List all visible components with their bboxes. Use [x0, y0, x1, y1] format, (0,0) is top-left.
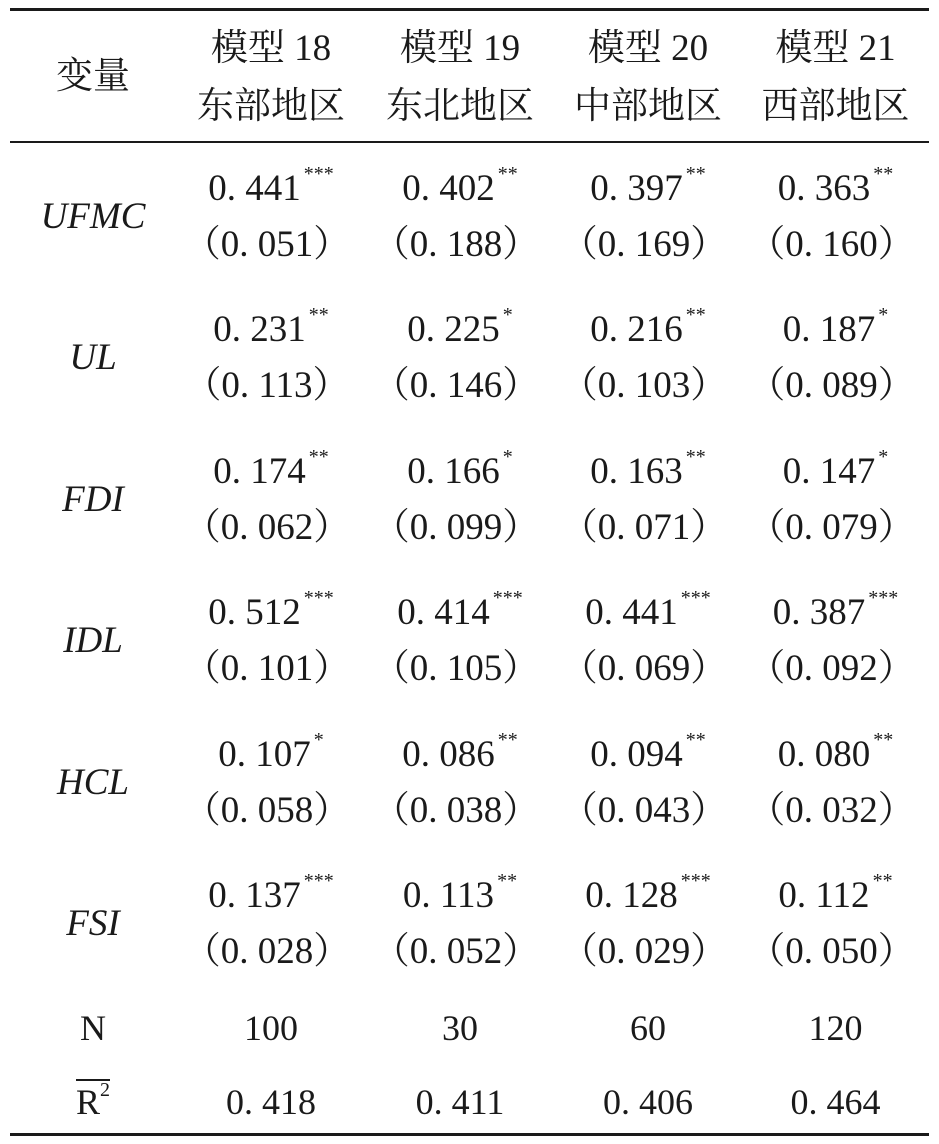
variable-name: HCL	[57, 761, 129, 803]
standard-error-cell: （0. 043）	[560, 789, 728, 831]
coefficient-cell	[176, 445, 366, 492]
r2-value: 0. 464	[790, 1082, 881, 1122]
bottom-rule	[10, 1133, 929, 1136]
standard-error-cell: （0. 105）	[372, 648, 540, 690]
variable-name: UFMC	[40, 196, 146, 237]
standard-error-cell: （0. 071）	[560, 506, 728, 548]
significance-stars: ***	[303, 587, 334, 610]
coefficient-value: 0. 163	[590, 450, 683, 492]
significance-stars: **	[685, 304, 706, 327]
standard-error-cell: （0. 029）	[560, 931, 728, 972]
significance-stars: **	[308, 304, 329, 327]
standard-error-cell: （0. 028）	[183, 931, 351, 972]
significance-stars: **	[497, 870, 518, 892]
coefficient-value: 0. 080	[777, 733, 871, 775]
r2-value: 0. 418	[226, 1082, 316, 1122]
coefficient-value: 0. 231	[213, 309, 306, 351]
coefficient-value: 0. 174	[213, 450, 306, 492]
coefficient-value: 0. 441	[585, 592, 678, 634]
significance-stars: **	[685, 163, 706, 185]
significance-stars: **	[873, 163, 894, 185]
standard-error-cell: （0. 169）	[560, 224, 728, 265]
significance-stars: **	[873, 728, 894, 751]
coefficient-cell	[742, 728, 929, 775]
model-19-region: 东北地区	[386, 86, 534, 127]
standard-error-cell: （0. 069）	[560, 648, 728, 690]
significance-stars: **	[685, 728, 706, 751]
coefficient-value: 0. 128	[585, 875, 678, 916]
significance-stars: *	[878, 304, 889, 327]
variable-name: FSI	[66, 903, 120, 944]
coefficient-cell	[176, 587, 366, 634]
coefficient-value: 0. 402	[402, 168, 495, 209]
variable-name: UL	[69, 337, 117, 379]
coefficient-value: 0. 137	[208, 875, 301, 916]
r-symbol: R	[75, 1082, 100, 1122]
standard-error-cell: （0. 032）	[748, 789, 915, 831]
significance-stars: **	[685, 445, 706, 468]
coefficient-cell	[366, 304, 554, 351]
standard-error-cell: （0. 050）	[748, 931, 915, 972]
coefficient-value: 0. 107	[218, 733, 311, 775]
coefficient-value: 0. 225	[407, 309, 500, 351]
standard-error-cell: （0. 058）	[183, 789, 351, 831]
coefficient-cell	[176, 163, 366, 209]
standard-error-cell: （0. 101）	[183, 648, 351, 690]
standard-error-cell: （0. 160）	[748, 224, 915, 265]
coefficient-cell	[742, 587, 929, 634]
coefficient-cell	[366, 870, 554, 916]
coefficient-cell	[554, 163, 742, 209]
coefficient-value: 0. 147	[782, 450, 876, 492]
variable-name: IDL	[63, 620, 123, 662]
n-value: 120	[808, 1008, 863, 1048]
r2-value: 0. 406	[603, 1082, 693, 1122]
n-value: 100	[244, 1008, 298, 1048]
r2-value: 0. 411	[415, 1082, 505, 1122]
coefficient-cell	[554, 445, 742, 492]
standard-error-cell: （0. 089）	[748, 365, 915, 407]
standard-error-cell: （0. 051）	[183, 224, 351, 265]
model-18-label: 模型 18	[210, 28, 332, 69]
r-superscript: 2	[100, 1079, 110, 1101]
coefficient-cell	[554, 587, 742, 634]
coefficient-cell	[176, 870, 366, 916]
adjusted-r2-label	[10, 1079, 176, 1122]
standard-error-cell: （0. 079）	[748, 506, 915, 548]
coefficient-cell	[554, 870, 742, 916]
model-19-label: 模型 19	[399, 28, 521, 69]
coefficient-cell	[554, 304, 742, 351]
coefficient-cell	[554, 728, 742, 775]
coefficient-cell	[742, 445, 929, 492]
n-value: 30	[442, 1008, 478, 1048]
significance-stars: *	[313, 728, 324, 751]
standard-error-cell: （0. 052）	[372, 931, 540, 972]
standard-error-cell: （0. 146）	[372, 365, 540, 407]
top-rule	[10, 8, 929, 11]
coefficient-value: 0. 414	[397, 592, 490, 634]
model-18-region: 东部地区	[197, 86, 345, 127]
significance-stars: **	[497, 163, 518, 185]
model-20-region: 中部地区	[574, 86, 722, 127]
coefficient-value: 0. 113	[402, 875, 495, 916]
n-label: N	[80, 1008, 106, 1048]
model-21-region: 西部地区	[761, 86, 910, 127]
coefficient-cell	[366, 163, 554, 209]
significance-stars: *	[502, 304, 513, 327]
coefficient-value: 0. 187	[782, 309, 876, 351]
standard-error-cell: （0. 099）	[372, 506, 540, 548]
significance-stars: ***	[680, 587, 711, 610]
n-value: 60	[630, 1008, 666, 1048]
coefficient-value: 0. 363	[777, 168, 871, 209]
significance-stars: **	[872, 870, 893, 892]
significance-stars: ***	[303, 163, 334, 185]
coefficient-value: 0. 441	[208, 168, 301, 209]
significance-stars: ***	[868, 587, 899, 610]
significance-stars: **	[308, 445, 329, 468]
coefficient-value: 0. 166	[407, 450, 500, 492]
significance-stars: ***	[492, 587, 523, 610]
model-20-label: 模型 20	[587, 28, 709, 69]
coefficient-value: 0. 094	[590, 733, 683, 775]
variable-header: 变量	[56, 56, 130, 97]
coefficient-cell	[176, 304, 366, 351]
coefficient-value: 0. 387	[772, 592, 866, 634]
header-rule	[10, 141, 929, 143]
standard-error-cell: （0. 113）	[184, 365, 350, 407]
significance-stars: *	[502, 445, 513, 468]
standard-error-cell: （0. 062）	[183, 506, 351, 548]
significance-stars: *	[878, 445, 889, 468]
coefficient-value: 0. 397	[590, 168, 683, 209]
coefficient-cell	[366, 728, 554, 775]
coefficient-cell	[176, 728, 366, 775]
model-21-label: 模型 21	[775, 28, 896, 69]
significance-stars: **	[497, 728, 518, 751]
coefficient-cell	[742, 870, 929, 916]
coefficient-cell	[742, 163, 929, 209]
standard-error-cell: （0. 038）	[372, 789, 540, 831]
standard-error-cell: （0. 103）	[560, 365, 728, 407]
coefficient-value: 0. 512	[208, 592, 301, 634]
coefficient-value: 0. 112	[778, 875, 870, 916]
standard-error-cell: （0. 092）	[748, 648, 915, 690]
coefficient-cell	[366, 587, 554, 634]
coefficient-value: 0. 216	[590, 309, 683, 351]
significance-stars: ***	[303, 870, 334, 892]
coefficient-cell	[366, 445, 554, 492]
standard-error-cell: （0. 188）	[372, 224, 540, 265]
significance-stars: ***	[680, 870, 711, 892]
coefficient-cell	[742, 304, 929, 351]
coefficient-value: 0. 086	[402, 733, 495, 775]
variable-name: FDI	[62, 478, 124, 520]
